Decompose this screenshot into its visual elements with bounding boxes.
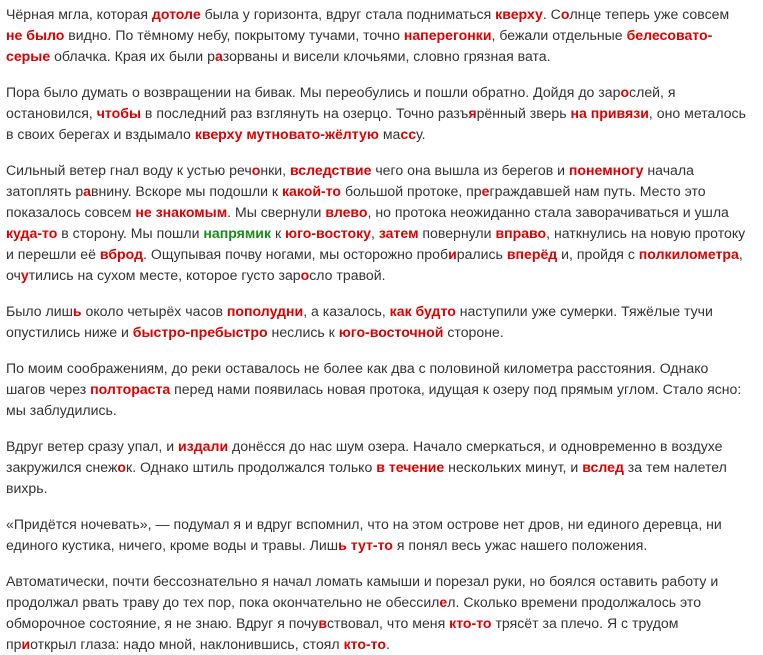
paragraph: [6, 571, 757, 655]
highlighted-word: вслед: [582, 459, 624, 475]
text-run: По моим соображениям, до реки оставалось не более как два с половиной километра расстояния. Однако: [6, 360, 709, 376]
text-run: зорваны и висели клочьями, словно грязная вата.: [222, 48, 551, 64]
text-run: наступили уже сумерки. Тяжёлые тучи: [455, 303, 713, 319]
highlighted-word: о: [251, 162, 261, 178]
text-run: ствовал, что меня: [326, 615, 450, 631]
text-run: шагов через: [6, 381, 91, 397]
highlighted-word: не было: [6, 27, 65, 43]
highlighted-word: и: [21, 636, 31, 652]
text-run: л. Сколько времени продолжалось это: [447, 594, 702, 610]
paragraph: [6, 160, 757, 286]
highlighted-word: куда-то: [6, 225, 58, 241]
highlighted-word: наперегонки: [403, 27, 492, 43]
text-run: рались: [456, 246, 507, 262]
text-run: ,: [371, 225, 379, 241]
highlighted-word: юго-восточной: [338, 324, 444, 340]
text-run: показалось совсем: [6, 204, 136, 220]
text-run: , наткнулись на новую протоку: [546, 225, 746, 241]
highlighted-word: кто-то: [343, 636, 386, 652]
highlighted-word: и: [448, 246, 457, 262]
highlighted-word: полтораста: [90, 381, 171, 397]
text-run: и, пройдя с: [557, 246, 639, 262]
text-run: граждавшей нам путь. Место это: [489, 183, 706, 199]
highlighted-word: о: [300, 267, 310, 283]
highlighted-word: в: [318, 615, 327, 631]
paragraph: [6, 82, 757, 145]
text-run: к: [271, 225, 286, 241]
highlighted-word: е: [439, 594, 448, 610]
highlighted-word: издали: [178, 438, 229, 454]
text-line: [6, 160, 757, 181]
text-line: [6, 400, 757, 421]
text-run: слей, я: [629, 84, 676, 100]
highlighted-word: какой-то: [281, 183, 342, 199]
text-line: [6, 4, 757, 25]
text-run: , оно металось: [648, 105, 746, 121]
text-run: повернули: [418, 225, 496, 241]
text-run: тились на сухом месте, которое густо зар: [28, 267, 301, 283]
text-run: закружился снеж: [6, 459, 118, 475]
text-line: [6, 436, 757, 457]
highlighted-word: у: [20, 267, 29, 283]
text-line: [6, 514, 757, 535]
text-run: обморочное состояние, я не знаю. Вдруг я почу: [6, 615, 319, 631]
text-run: донёсся до нас шум озера. Начало смеркаться, и одновременно в воздухе: [228, 438, 723, 454]
text-run: Было лиш: [6, 303, 73, 319]
text-run: облачка. Края их были р: [50, 48, 215, 64]
text-run: опустились ниже и: [6, 324, 133, 340]
highlighted-word: пополудни: [226, 303, 304, 319]
text-run: мы заблудились.: [6, 402, 117, 418]
text-run: Автоматически, почти бессознательно я начал ломать камыши и порезал руки, но боялся оставить работу и: [6, 573, 719, 589]
text-run: нескольких минут, и: [444, 459, 583, 475]
text-run: в сторону. Мы пошли: [57, 225, 204, 241]
text-run: неслись к: [267, 324, 339, 340]
highlighted-word: чтобы: [96, 105, 141, 121]
highlighted-word: как будто: [389, 303, 456, 319]
highlighted-word: на привязи: [570, 105, 649, 121]
highlighted-word: влево: [325, 204, 368, 220]
highlighted-word: кверху: [495, 6, 543, 22]
text-line: [6, 478, 757, 499]
text-line: [6, 571, 757, 592]
text-run: ма: [378, 126, 401, 142]
text-line: [6, 82, 757, 103]
text-run: начала: [643, 162, 694, 178]
text-run: я понял весь ужас нашего положения.: [392, 537, 648, 553]
text-line: [6, 223, 757, 244]
highlighted-word: в течение: [376, 459, 445, 475]
text-line: [6, 379, 757, 400]
text-run: стороне.: [443, 324, 504, 340]
text-run: пр: [6, 636, 22, 652]
highlighted-word: кто-то: [449, 615, 492, 631]
text-run: остановился,: [6, 105, 97, 121]
paragraph: [6, 514, 757, 556]
highlighted-word: затем: [378, 225, 419, 241]
text-run: внину. Вскоре мы подошли к: [91, 183, 282, 199]
highlighted-word: не знакомым: [135, 204, 228, 220]
text-run: Сильный ветер гнал воду к устью реч: [6, 162, 252, 178]
highlighted-word: вброд: [99, 246, 144, 262]
highlighted-word: вправо: [495, 225, 547, 241]
highlighted-word: сс: [400, 126, 417, 142]
highlighted-word: о: [117, 459, 127, 475]
text-run: , но протока неожиданно стала заворачиваться и ушла: [367, 204, 729, 220]
highlighted-word: вследствие: [289, 162, 372, 178]
text-run: чего она вышла из берегов и: [371, 162, 569, 178]
text-line: [6, 244, 757, 265]
paragraph: [6, 301, 757, 343]
text-run: большой протоке, пр: [341, 183, 482, 199]
highlighted-word: я: [468, 105, 477, 121]
text-run: перед нами появилась новая протока, идущая к озеру под прямым углом. Стало ясно:: [170, 381, 742, 397]
text-line: [6, 124, 757, 145]
text-run: видно. По тёмному небу, покрытому тучами, точно: [64, 27, 404, 43]
text-run: .: [385, 636, 390, 652]
highlighted-word: дотоле: [151, 6, 201, 22]
highlighted-word: вперёд: [506, 246, 558, 262]
text-run: . Мы свернули: [227, 204, 326, 220]
text-run: рённый зверь: [476, 105, 571, 121]
text-run: за тем налетел: [623, 459, 727, 475]
paragraph: [6, 4, 757, 67]
text-run: в своих берегах и вздымало: [6, 126, 195, 142]
highlighted-word: а: [83, 183, 92, 199]
highlighted-word: кверху мутновато-жёлтую: [194, 126, 379, 142]
text-run: вихрь.: [6, 480, 48, 496]
text-run: ,: [738, 246, 743, 262]
text-run: Чёрная мгла, которая: [6, 6, 152, 22]
text-line: [6, 358, 757, 379]
highlighted-word-green: напрямик: [203, 225, 272, 241]
text-run: оч: [6, 267, 21, 283]
text-run: . Ощупывая почву ногами, мы осторожно проб: [143, 246, 449, 262]
text-line: [6, 181, 757, 202]
text-run: продолжал рвать траву до тех пор, пока окончательно не обессил: [6, 594, 440, 610]
text-run: трясёт за плечо. Я с трудом: [491, 615, 679, 631]
highlighted-word: серые: [6, 48, 51, 64]
text-line: [6, 202, 757, 223]
text-line: [6, 535, 757, 556]
highlighted-word: о: [560, 6, 570, 22]
text-run: Пора было думать о возвращении на бивак. Мы переобулись и пошли обратно. Дойдя до зар: [6, 84, 621, 100]
text-line: [6, 103, 757, 124]
text-run: около четырёх часов: [81, 303, 227, 319]
text-run: и перешли её: [6, 246, 100, 262]
text-line: [6, 613, 757, 634]
highlighted-word: о: [620, 84, 630, 100]
highlighted-word: е: [481, 183, 490, 199]
text-run: единого кустика, ничего, кроме воды и травы. Лиш: [6, 537, 339, 553]
text-run: , а казалось,: [303, 303, 390, 319]
highlighted-word: тут-то: [350, 537, 393, 553]
text-line: [6, 265, 757, 286]
text-line: [6, 592, 757, 613]
text-run: , бежали отдельные: [491, 27, 627, 43]
text-run: нки,: [260, 162, 290, 178]
highlighted-word: а: [214, 48, 223, 64]
text-line: [6, 46, 757, 67]
text-run: сло травой.: [309, 267, 386, 283]
text-run: Вдруг ветер сразу упал, и: [6, 438, 179, 454]
text-line: [6, 457, 757, 478]
highlighted-word: полкилометра: [638, 246, 739, 262]
highlighted-word: юго-востоку: [285, 225, 372, 241]
text-run: у.: [416, 126, 426, 142]
text-run: была у горизонта, вдруг стала подниматься: [200, 6, 496, 22]
text-run: к. Однако штиль продолжался только: [126, 459, 377, 475]
paragraph: [6, 358, 757, 421]
highlighted-word: понемногу: [568, 162, 644, 178]
highlighted-word: ь: [338, 537, 347, 553]
highlighted-word: быстро-пребыстро: [132, 324, 268, 340]
text-line: [6, 301, 757, 322]
highlighted-word: белесовато-: [626, 27, 713, 43]
text-line: [6, 25, 757, 46]
text-run: в последний раз взглянуть на озерцо. Точно разъ: [141, 105, 469, 121]
text-run: открыл глаза: надо мной, наклонившись, стоял: [30, 636, 344, 652]
text-run: затоплять р: [6, 183, 84, 199]
text-run: . С: [542, 6, 561, 22]
paragraph: [6, 436, 757, 499]
text-line: [6, 634, 757, 655]
text-line: [6, 322, 757, 343]
text-run: «Придётся ночевать», — подумал я и вдруг вспомнил, что на этом острове нет дров, ни единого деревца, ни: [6, 516, 722, 532]
text-run: лнце теперь уже совсем: [569, 6, 730, 22]
highlighted-word: ь: [72, 303, 82, 319]
